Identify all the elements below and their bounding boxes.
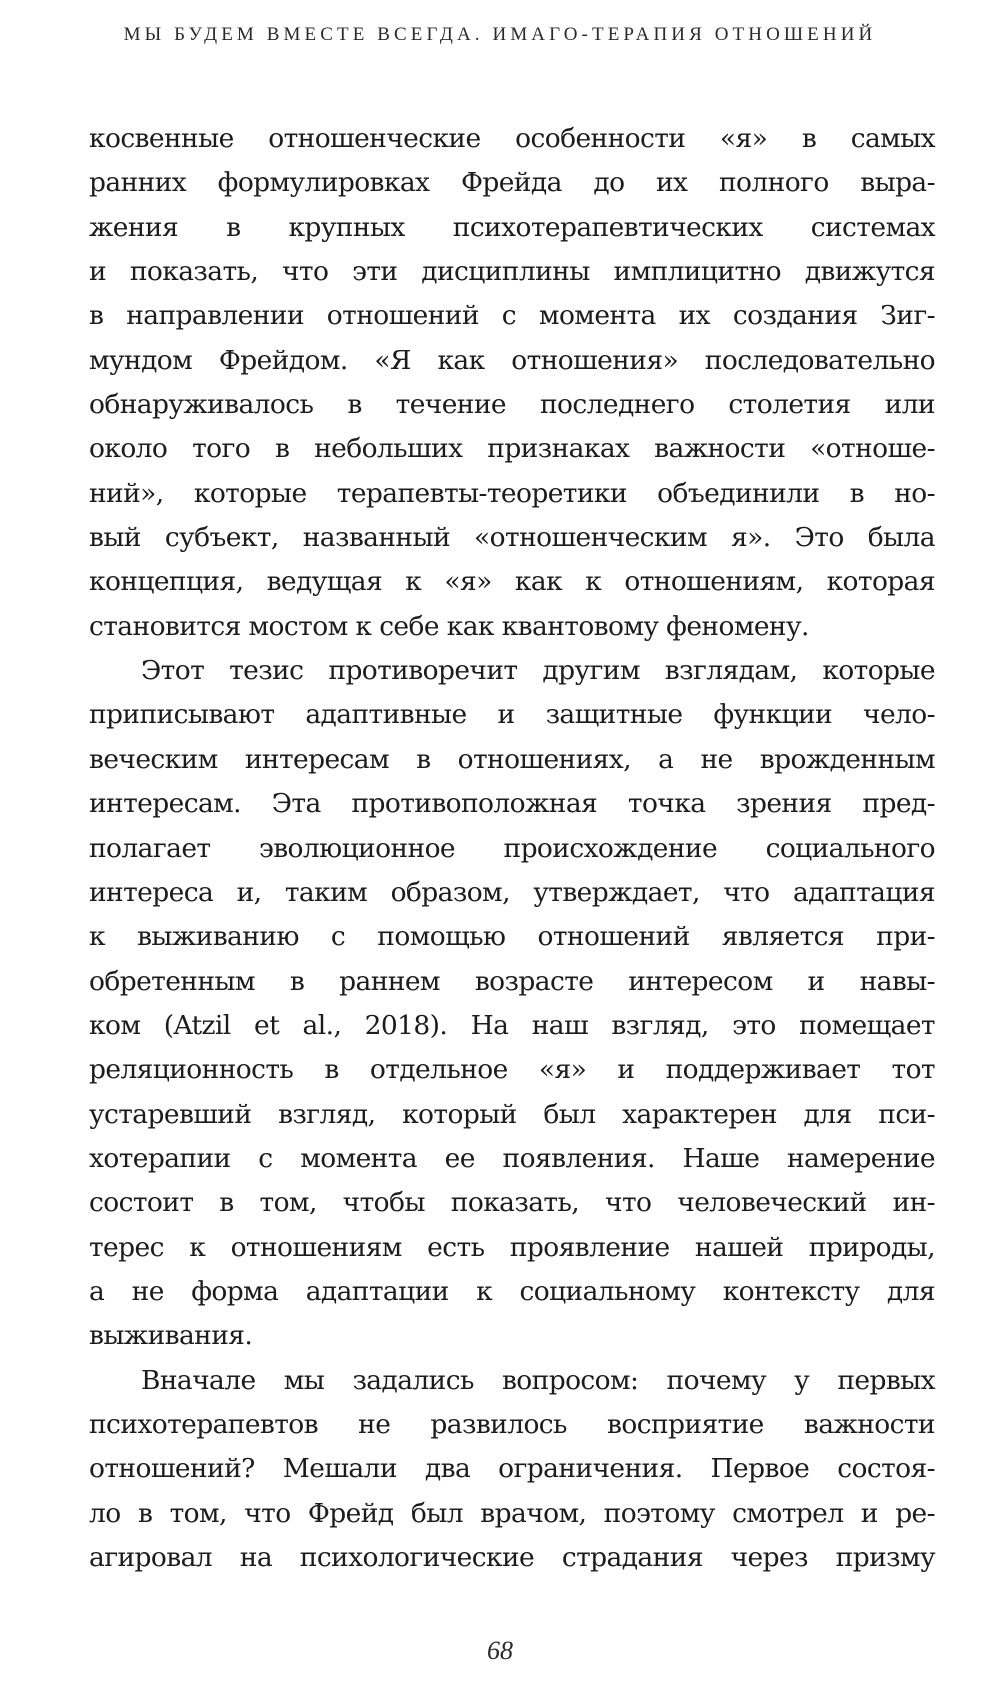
text-line: агировал на психологические страдания через призму	[89, 1542, 935, 1573]
text-line: около того в небольших признаках важности «отноше-	[89, 433, 935, 465]
text-line: хотерапии с момента ее появления. Наше намерение	[89, 1142, 935, 1174]
text-line-paragraph-start: Вначале мы задались вопросом: почему у первых	[141, 1364, 935, 1396]
text-line: ком (Atzil et al., 2018). На наш взгляд, это помещает	[89, 1009, 935, 1041]
text-line: а не форма адаптации к социальному контексту для	[89, 1275, 935, 1307]
text-line: становится мостом к себе как квантовому феномену.	[89, 610, 809, 642]
text-line: ний», которые терапевты-теоретики объединили в но-	[89, 477, 935, 509]
text-line: реляционность в отдельное «я» и поддерживает тот	[89, 1054, 935, 1086]
text-line: и показать, что эти дисциплины имплицитно движутся	[89, 256, 935, 288]
text-line: мундом Фрейдом. «Я как отношения» последовательно	[89, 344, 935, 376]
text-line: в направлении отношений с момента их создания Зиг-	[89, 300, 935, 332]
body-text	[89, 117, 935, 1580]
text-line: приписывают адаптивные и защитные функции чело-	[89, 699, 935, 731]
text-line: терес к отношениям есть проявление нашей природы,	[89, 1231, 935, 1263]
text-line: интересам. Эта противоположная точка зрения пред-	[89, 788, 935, 820]
text-line: веческим интересам в отношениях, а не врожденным	[89, 743, 935, 775]
text-line: ло в том, что Фрейд был врачом, поэтому смотрел и ре-	[89, 1497, 935, 1529]
text-line: выживания.	[89, 1320, 253, 1352]
text-line: ранних формулировках Фрейда до их полного выра-	[89, 167, 935, 199]
text-line: жения в крупных психотерапевтических системах	[89, 211, 935, 243]
text-line: полагает эволюционное происхождение социального	[89, 832, 935, 864]
page-number: 68	[487, 1636, 513, 1665]
text-line: обнаруживалось в течение последнего столетия или	[89, 389, 935, 421]
text-line: косвенные отношенческие особенности «я» в самых	[89, 123, 935, 154]
text-line: психотерапевтов не развилось восприятие важности	[89, 1408, 935, 1440]
text-line: интереса и, таким образом, утверждает, что адаптация	[89, 876, 935, 908]
text-line: отношений? Мешали два ограничения. Первое состоя-	[89, 1453, 935, 1485]
text-line: к выживанию с помощью отношений является при-	[89, 921, 935, 953]
text-line: обретенным в раннем возрасте интересом и навы-	[89, 965, 935, 997]
text-line: вый субъект, названный «отношенческим я». Это была	[89, 522, 935, 554]
text-line: устаревший взгляд, который был характерен для пси-	[89, 1098, 935, 1130]
text-line: концепция, ведущая к «я» как к отношениям, которая	[89, 566, 935, 598]
text-line: состоит в том, чтобы показать, что человеческий ин-	[89, 1187, 935, 1219]
running-head: МЫ БУДЕМ ВМЕСТЕ ВСЕГДА. ИМАГО-ТЕРАПИЯ ОТНОШЕНИЙ	[123, 24, 877, 45]
text-line-paragraph-start: Этот тезис противоречит другим взглядам, которые	[141, 655, 935, 687]
